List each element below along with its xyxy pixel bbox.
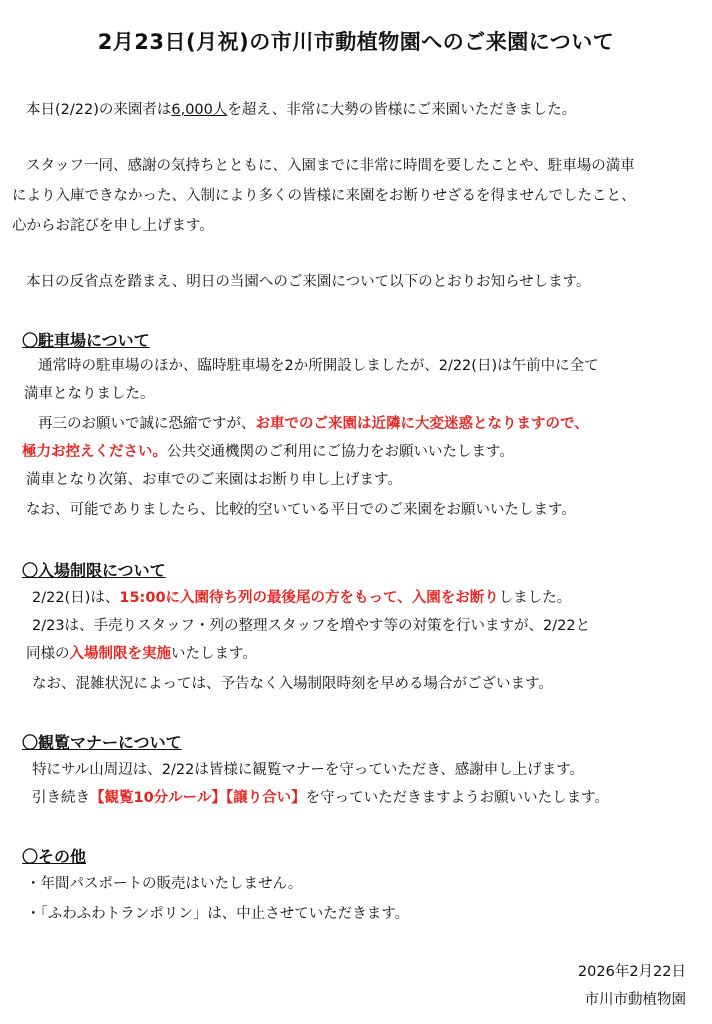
- intro-paragraph-1: [26, 100, 576, 120]
- entry-l1-post: しました。: [498, 590, 572, 606]
- entry-l3-post: いたします。: [171, 646, 257, 662]
- manners-line-2: [32, 788, 609, 808]
- intro-paragraph-3: 本日の反省点を踏まえ、明日の当園へのご来園について以下のとおりお知らせします。: [26, 274, 591, 290]
- entry-l3-emphasis: 入場制限を実施: [69, 646, 171, 662]
- manners-l2-post: を守っていただきますようお願いいたします。: [305, 790, 609, 806]
- parking-l4-post: 公共交通機関のご利用にご協力をお願いいたします。: [167, 444, 514, 460]
- signature-date: 2026年2月22日: [577, 964, 686, 980]
- entry-heading: 〇入場制限について: [22, 561, 166, 580]
- entry-line-4: なお、混雑状況によっては、予告なく入場制限時刻を早める場合がございます。: [32, 676, 553, 692]
- visitor-count: 6,000人: [171, 102, 228, 118]
- parking-line-2: 満車となりました。: [24, 386, 155, 402]
- intro-p1-pre: 本日(2/22)の来園者は: [26, 102, 172, 118]
- parking-heading: 〇駐車場について: [22, 331, 150, 350]
- page-title: 2月23日(月祝)の市川市動植物園へのご来園について: [97, 30, 615, 54]
- entry-l3-pre: 同様の: [26, 646, 70, 662]
- parking-line-4: [22, 442, 514, 462]
- other-heading: 〇その他: [22, 847, 87, 866]
- parking-l3-emphasis: お車でのご来園は近隣に大変迷惑となりますので、: [255, 416, 589, 432]
- entry-l1-emphasis: 15:00に入園待ち列の最後尾の方をもって、入園をお断り: [119, 590, 499, 606]
- manners-l2-pre: 引き続き: [32, 790, 90, 806]
- signature-org: 市川市動植物園: [584, 992, 686, 1008]
- parking-l3-pre: 再三のお願いで誠に恐縮ですが、: [38, 416, 256, 432]
- intro-p2-line-1: スタッフ一同、感謝の気持ちとともに、入園までに非常に時間を要したことや、駐車場の満車: [26, 158, 635, 174]
- entry-line-1: [32, 588, 571, 608]
- manners-heading: 〇観覧マナーについて: [22, 733, 182, 752]
- entry-line-3: [26, 644, 257, 664]
- parking-line-5: 満車となり次第、お車でのご来園はお断り申し上げます。: [26, 472, 402, 488]
- other-item: ・年間パスポートの販売はいたしません。: [26, 876, 303, 892]
- intro-p2-line-2: により入庫できなかった、入制により多くの皆様に来園をお断りせざるを得ませんでしたこと、: [12, 188, 636, 204]
- parking-line-6: なお、可能でありましたら、比較的空いている平日でのご来園をお願いいたします。: [26, 502, 576, 518]
- parking-l4-emphasis: 極力お控えください。: [22, 444, 167, 460]
- manners-line-1: 特にサル山周辺は、2/22は皆様に観覧マナーを守っていただき、感謝申し上げます。: [32, 762, 585, 778]
- intro-p1-post: を超え、非常に大勢の皆様にご来園いただきました。: [227, 102, 577, 118]
- parking-line-1: 通常時の駐車場のほか、臨時駐車場を2か所開設しましたが、2/22(日)は午前中に全て: [38, 358, 599, 374]
- parking-line-3: [38, 414, 589, 434]
- entry-l1-pre: 2/22(日)は、: [32, 590, 120, 606]
- entry-line-2: 2/23は、手売りスタッフ・列の整理スタッフを増やす等の対策を行いますが、2/22と: [32, 618, 591, 634]
- manners-l2-emphasis: 【観覧10分ルール】【譲り合い】: [90, 790, 306, 806]
- other-item: ・「ふわふわトランポリン」は、中止させていただきます。: [26, 906, 410, 922]
- intro-p2-line-3: 心からお詫びを申し上げます。: [12, 218, 214, 234]
